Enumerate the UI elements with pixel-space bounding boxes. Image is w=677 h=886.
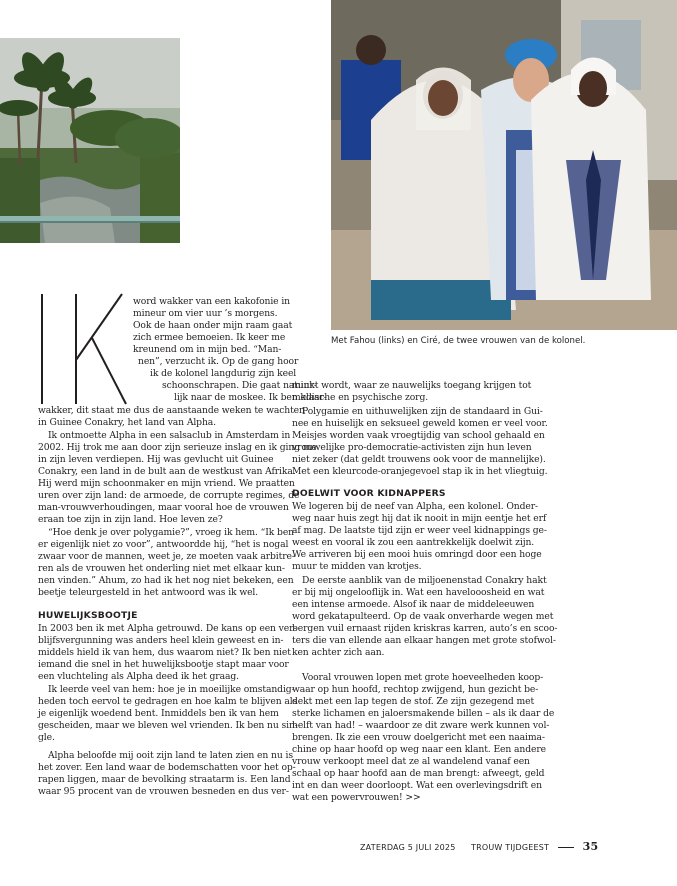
body-line: een intense armoede. Alsof ik naar de middeleeuwen <box>292 599 535 610</box>
section-heading-doelwit: DOELWIT VOOR KIDNAPPERS <box>292 488 446 499</box>
body-line: word gekatapulteerd. Op de vaak onverharde wegen met <box>292 611 554 622</box>
body-line: niet zeker (dat geldt trouwens ook voor de mannelijke). <box>292 454 546 465</box>
body-line: Vooral vrouwen lopen met grote hoeveelheden koop- <box>302 672 544 683</box>
body-line: er bij mij ongelooflijk in. Wat een havelooosheid en wat <box>292 587 545 598</box>
body-line: Ik leerde veel van hem: hoe je in moeilijke omstandig- <box>48 684 295 695</box>
body-line: De eerste aanblik van de miljoenenstad Conakry hakt <box>302 575 547 586</box>
body-line: brengen. Ik zie een vrouw doelgericht met een naaima- <box>292 732 545 743</box>
body-line: in Guinee Conakry, het land van Alpha. <box>38 417 216 428</box>
body-line: nee en huiselijk en seksueel geweld komen er veel voor. <box>292 418 548 429</box>
body-line: dekt met een lap tegen de stof. Ze zijn gezegend met <box>292 696 535 707</box>
intro-line: word wakker van een kakofonie in <box>133 296 290 307</box>
body-line: iemand die snel in het huwelijksbootje stapt maar voor <box>38 659 289 670</box>
body-line: In 2003 ben ik met Alpha getrouwd. De kans op een ver- <box>38 623 297 634</box>
body-line: nen vinden.” Ahum, zo had ik het nog niet bekeken, een <box>38 575 294 586</box>
body-line: We logeren bij de neef van Alpha, een kolonel. Onder- <box>292 501 539 512</box>
photo-three-women <box>331 0 677 330</box>
body-line: man-vrouwverhoudingen, maar vooral hoe de vrouwen <box>38 502 289 513</box>
page-footer <box>360 840 598 853</box>
body-line: Alpha beloofde mij ooit zijn land te laten zien en nu is <box>48 750 293 761</box>
intro-line: schoonschrapen. Die gaat natuur- <box>162 380 317 391</box>
body-line: zwaar voor de mannen, weet je, ze moeten vaak arbitre- <box>38 551 295 562</box>
intro-line: lijk naar de moskee. Ik ben klaar- <box>174 392 327 403</box>
intro-line: Ook de haan onder mijn raam gaat <box>133 320 293 331</box>
footer-rule <box>558 847 574 849</box>
footer-publication: TROUW TIJDGEEST <box>471 843 550 852</box>
body-line: sterke lichamen en jaloersmakende billen – als ik daar de <box>292 708 555 719</box>
body-line: in zijn leven verdiepen. Hij was gevlucht uit Guinee <box>38 454 274 465</box>
body-line: uren over zijn land: de armoede, de corrupte regimes, de <box>38 490 300 501</box>
body-line: waar 95 procent van de vrouwen besneden en dus ver- <box>38 786 289 797</box>
body-line: We arriveren bij een mooi huis omringd door een hoge <box>292 549 542 560</box>
body-line: chine op haar hoofd op weg naar een klant. Een andere <box>292 744 546 755</box>
body-line: “Hoe denk je over polygamie?”, vroeg ik hem. “Ik ben <box>48 527 294 538</box>
dropcap-ik <box>38 290 128 408</box>
footer-date: ZATERDAG 5 JULI 2025 <box>360 843 456 852</box>
body-line: schaal op haar hoofd aan de man brengt: afweegt, geld <box>292 768 545 779</box>
body-line: wakker, dit staat me dus de aanstaande weken te wachten <box>38 405 305 416</box>
body-line: vrouw verkoopt meel dat ze al wandelend vanaf een <box>292 756 530 767</box>
body-line: gescheiden, maar we bleven wel vrienden. Ik ben nu sin- <box>38 720 298 731</box>
body-line: af mag. De laatste tijd zijn er weer veel kidnappings ge- <box>292 525 547 536</box>
body-line: vrouwelijke pro-democratie-activisten zijn hun leven <box>292 442 532 453</box>
body-line: ters die van ellende aan elkaar hangen met grote stofwol- <box>292 635 556 646</box>
body-line: ren als de vrouwen het onderling niet met elkaar kun- <box>38 563 285 574</box>
intro-line: nen”, verzucht ik. Op de gang hoor <box>138 356 299 367</box>
body-line: Met een kleurcode-oranjegevoel stap ik in het vliegtuig. <box>292 466 548 477</box>
body-line: Hij werd mijn schoonmaker en mijn vriend. We praatten <box>38 478 295 489</box>
intro-line: kreunend om in mijn bed. “Man- <box>133 344 282 355</box>
intro-line: mineur om vier uur ’s morgens. <box>133 308 278 319</box>
body-line: weg naar huis zegt hij dat ik nooit in mijn eentje het erf <box>292 513 547 524</box>
body-line: er eigenlijk niet zo voor”, antwoordde hij, “het is nogal <box>38 539 289 550</box>
body-line: heden toch eervol te gedragen en hoe kalm te blijven als <box>38 696 298 707</box>
body-line: rapen liggen, maar de bevolking straatarm is. Een land <box>38 774 291 785</box>
photo-caption: Met Fahou (links) en Ciré, de twee vrouwen van de kolonel. <box>331 336 586 346</box>
body-line: gle. <box>38 732 55 743</box>
body-line: middels hield ik van hem, dus waarom niet? Ik ben niet <box>38 647 291 658</box>
body-line: minkt wordt, waar ze nauwelijks toegang krijgen tot <box>292 380 532 391</box>
body-line: het zover. Een land waar de bodemschatten voor het op- <box>38 762 296 773</box>
body-line: wat een powervrouwen! >> <box>292 792 421 803</box>
body-line: bergen vuil ernaast rijden kriskras karren, auto’s en scoo- <box>292 623 558 634</box>
body-line: je eigenlijk woedend bent. Inmiddels ben ik van hem <box>38 708 279 719</box>
body-line: medische en psychische zorg. <box>292 392 429 403</box>
body-line: ken achter zich aan. <box>292 647 385 658</box>
body-line: Meisjes worden vaak vroegtijdig van school gehaald en <box>292 430 545 441</box>
body-line: 2002. Hij trok me aan door zijn serieuze inslag en ik ging me <box>38 442 317 453</box>
body-line: muur te midden van krotjes. <box>292 561 422 572</box>
body-line: int en dan weer doorloopt. Wat een overlevingsdrift en <box>292 780 542 791</box>
page-number: 35 <box>582 840 599 853</box>
body-line: Ik ontmoette Alpha in een salsaclub in Amsterdam in <box>48 430 291 441</box>
body-line: helft van had! – waardoor ze dit zware werk kunnen vol- <box>292 720 550 731</box>
photo-palm-trees-stream <box>0 38 180 243</box>
intro-line: zich ermee bemoeien. Ik keer me <box>133 332 286 343</box>
body-line: een vluchteling als Alpha deed ik het graag. <box>38 671 239 682</box>
body-line: Conakry, een land in de bult aan de westkust van Afrika. <box>38 466 296 477</box>
body-line: Polygamie en uithuwelijken zijn de standaard in Gui- <box>302 406 543 417</box>
body-line: weest en vooral ik zou een aantrekkelijk doelwit zijn. <box>292 537 535 548</box>
intro-line: ik de kolonel langdurig zijn keel <box>150 368 297 379</box>
body-line: waar op hun hoofd, rechtop zwijgend, hun gezicht be- <box>292 684 539 695</box>
body-line: blijfsvergunning was anders heel klein geweest en in- <box>38 635 284 646</box>
body-line: eraan toe zijn in zijn land. Hoe leven ze? <box>38 514 223 525</box>
section-heading-huwelijksbootje: HUWELIJKSBOOTJE <box>38 610 138 621</box>
body-line: beetje teleurgesteld in het antwoord was ik wel. <box>38 587 259 598</box>
